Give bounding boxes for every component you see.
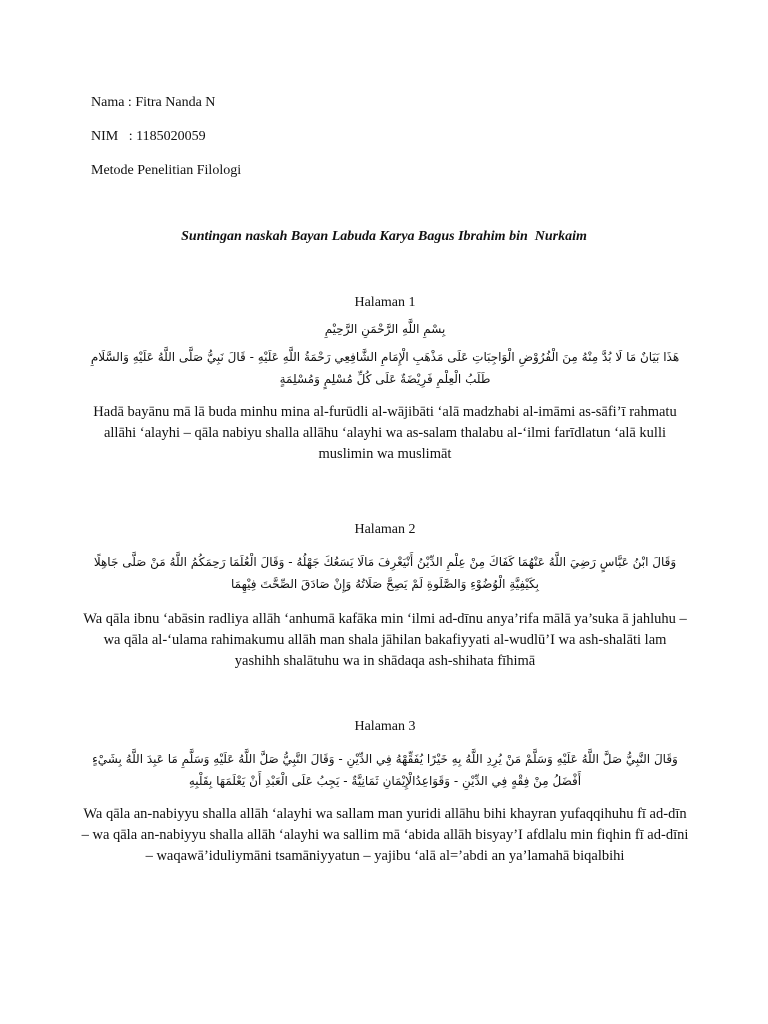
document-title: Suntingan naskah Bayan Labuda Karya Bagus Ibrahim bin Nurkaim	[181, 229, 587, 244]
course-name: Metode Penelitian Filologi	[91, 163, 242, 178]
transliteration-text: Wa qāla ibnu ‘abāsin radliya allāh ‘anhumā kafāka min ‘ilmi ad-dīnu anya’rifa mālā ya’suka ā jahluhu – wa qāla al-‘ulama rahimakumu allāh man shala jāhilan bakafiyyati al-wudlū’I wa ash-shalāti lam yashihh shalātuhu wa in shādaqa ash-shihata fīhimā	[83, 611, 687, 669]
arabic-text: وَقَالَ النَّبِيُّ صَلَّ اللَّهُ عَلَيْهِ وَسَلَّمْ مَنْ يُرِدِ اللَّهُ بِهِ خَيْرًا يُفَقِّهْهُ فِي الدِّيْنِ - وَقَالَ النَّبِيُّ صَلَّ اللَّهُ عَلَيْهِ وَسَلَّمِ مَا عَبِدَ اللَّهُ بِشَيْءٍ أَفْضَلُ مِنْ فِقْهٍ فِي الدِّيْنِ - وَقَوَاعِدُالْإِيْمَانِ ثَمَانِيَّةٌ - يَجِبُ عَلَى الْعَبْدِ أَنْ يَعْلَمَهَا بِقَلْبِهِ	[92, 752, 678, 788]
student-name: Nama : Fitra Nanda N	[91, 95, 216, 110]
arabic-text: وَقَالَ ابْنُ عَبَّاسٍ رَضِيَ اللَّهُ عَنْهُمَا كَفَاكَ مِنْ عِلْمِ الدِّيْنُ أَنْيَعْرِفَ مَالَا يَسَعُكَ جَهْلُهُ - وَقَالَ الْعُلَمَا رَحِمَكُمُ اللَّهُ مَنْ صَلَّى جَاهِلًا بِكَيْفِيَّةِ الْوُضُوْءِ وَالصَّلَوةِ لَمْ يَصِحَّ صَلَاتُهُ وَإِنْ صَادَقَ الصِّحَّتَ فِيْهِمَا	[93, 555, 677, 591]
page-heading: Halaman 1	[354, 295, 416, 310]
page-heading: Halaman 2	[354, 522, 416, 537]
page-heading: Halaman 3	[354, 719, 416, 734]
page-section-1	[80, 294, 690, 465]
transliteration-text: Hadā bayānu mā lā buda minhu mina al-furūdli al-wājibāti ‘alā madzhabi al-imāmi as-sāfi’ī rahmatu allāhi ‘alayhi – qāla nabiyu shalla allāhu ‘alayhi wa as-salam thalabu al-‘ilmi farīdlatun ‘alā kulli muslimin wa muslimāt	[93, 404, 677, 462]
transliteration-text: Wa qāla an-nabiyyu shalla allāh ‘alayhi wa sallam man yuridi allāhu bihi khayran yufaqqihuhu fī ad-dīn – wa qāla an-nabiyyu shalla allāh ‘alayhi wa sallim mā ‘abida allāh bisyay’I afdlalu min fiqhin fī ad-dīni – waqawā’iduliymāni tsamāniyyatun – yajibu ‘alā al=’abdi an ya’lamahā biqalbihi	[81, 806, 689, 864]
arabic-text: هَذَا بَيَانٌ مَا لَا بُدَّ مِنْهُ مِنَ الْفُرُوْضِ الْوَاجِبَاتِ عَلَى مَذْهَبِ الْإِمَامِ الشَّافِعِي رَحْمَةُ اللَّهِ عَلَيْهِ - قَالَ نَبِيُّ صَلَّى اللَّهُ عَلَيْهِ وَالسَّلَامِ طَلَبُ الْعِلْمِ فَرِيْضَةٌ عَلَى كُلِّ مُسْلِمٍ وَمُسْلِمَةٍ	[90, 350, 680, 386]
page-section-2	[80, 521, 690, 672]
student-nim: NIM : 1185020059	[91, 129, 206, 144]
page-section-3	[80, 718, 690, 867]
basmala-text: بِسْمِ اللَّهِ الرَّحْمَنِ الرَّحِيْمِ	[324, 322, 446, 336]
